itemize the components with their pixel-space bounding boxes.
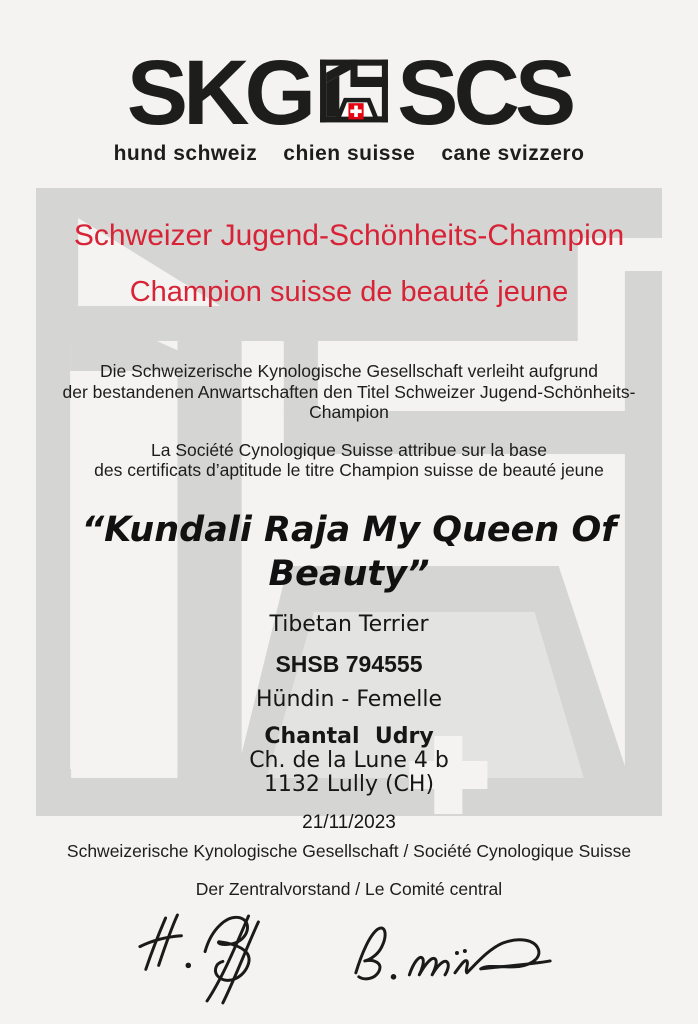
logo-text-scs: SCS (397, 42, 572, 144)
award-text-french-line1: La Société Cynologique Suisse attribue sur la base (151, 439, 547, 460)
award-text-german-line1: Die Schweizerische Kynologische Gesellschaft verleiht aufgrund (99, 361, 599, 381)
handwritten-signature-right (338, 915, 566, 997)
dog-breed: Tibetan Terrier (269, 611, 429, 637)
owner-address (36, 725, 662, 797)
signatures (0, 904, 698, 1008)
dog-name-line2: Beauty” (268, 553, 430, 594)
logo-tagline (0, 142, 698, 166)
certificate-date: 21/11/2023 (302, 811, 396, 833)
skg-dog-icon (316, 55, 392, 127)
award-text-german (36, 361, 662, 423)
certificate-content (36, 188, 662, 834)
owner-street: Ch. de la Lune 4 b (249, 747, 449, 773)
handwritten-signature-left (132, 904, 290, 1008)
award-text-french (36, 440, 662, 481)
dog-name (36, 508, 662, 596)
title-french: Champion suisse de beauté jeune (129, 276, 569, 308)
dog-name-line1: “Kundali Raja My Queen Of (81, 509, 617, 550)
award-text-french-line2: des certificats d’aptitude le titre Champion suisse de beauté jeune (94, 460, 604, 480)
logo-text-skg: SKG (126, 42, 312, 144)
skg-logo-row (0, 42, 698, 144)
tagline-german: hund schweiz (113, 142, 258, 165)
award-text-german-line2: der bestandenen Anwartschaften den Titel Schweizer Jugend-Schönheits-Champion (62, 381, 636, 422)
dog-sex: Hündin - Femelle (255, 686, 443, 712)
owner-name: Chantal Udry (264, 723, 434, 749)
title-german: Schweizer Jugend-Schönheits-Champion (73, 219, 625, 252)
owner-city: 1132 Lully (CH) (263, 771, 435, 797)
footer-organization: Schweizerische Kynologische Gesellschaft / Société Cynologique Suisse (66, 841, 632, 861)
tagline-french: chien suisse (283, 142, 416, 165)
tagline-italian: cane svizzero (441, 142, 585, 165)
footer-committee: Der Zentralvorstand / Le Comité central (195, 879, 503, 899)
studbook-number: SHSB 794555 (275, 650, 423, 677)
skg-logo (0, 0, 698, 166)
certificate-body (36, 188, 662, 833)
certificate-footer (0, 841, 698, 1008)
